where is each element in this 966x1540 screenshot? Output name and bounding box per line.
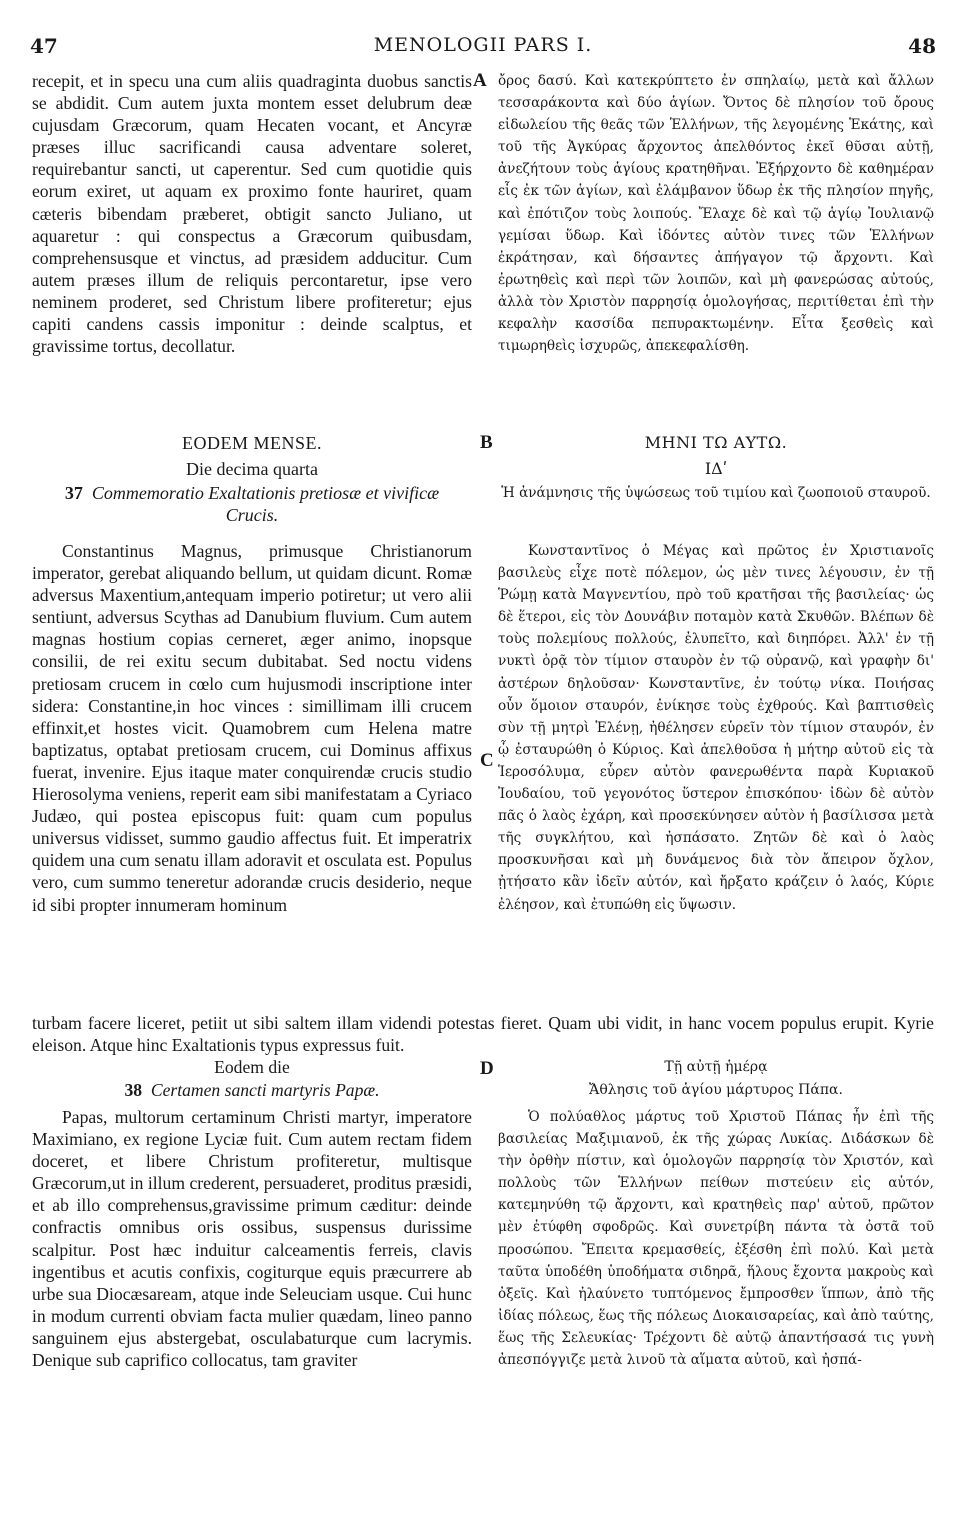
running-title: MENOLOGII PARS I. [373,34,593,56]
latin-paragraph-continuation: turbam facere liceret, petiit ut sibi saltem illam videndi potestas fieret. Quam ubi vidit, in hanc vocem populus erupit. Kyrie eleison. Atque hinc Exaltationis typus expressus fuit. [32,1013,934,1056]
greek-commemoration-title: Ἡ ἀνάμνησις τῆς ὑψώσεως τοῦ τιμίου καὶ ζωοποιοῦ σταυροῦ. [501,485,931,501]
greek-same-day-heading: Τῇ αὐτῇ ἡμέρᾳ [664,1059,768,1075]
entry-number-37: 37 [64,483,83,503]
greek-column-exaltation [498,540,934,1012]
latin-heading-block [32,430,472,534]
latin-day-heading: Die decima quarta [186,459,318,479]
page-number-left: 47 [30,34,58,58]
greek-heading-38 [498,1056,934,1104]
latin-paragraph-papas: Papas, multorum certaminum Christi martyr, imperatore Maximiano, ex regione Lyciæ fuit. Cum autem rectam fidem doceret, et libere Christum profiteretur, multisque Græcorum,ut in illum crederent, persuaderet, proditus præsidi, et ab illo comprehensus,gravissime primum cæditur: deinde confractis omnibus oris ossibus, suspensus durissime scalpitur. Post hæc induitur calceamentis ferreis, clavis ingentibus et acutis confixis, cogiturque equis præcurrere ab urbe sua Diocæsaream, atque inde Seleuciam usque. Cui hunc in modum currenti obviam facta mulier quædam, lineo panno sanguinem ejus abstergebat, osculabaturque cum lacrymis. Denique sub caprifico collocatus, tam graviter [32,1107,472,1371]
entry-number-38: 38 [124,1080,143,1100]
greek-martyr-title: Ἄθλησις τοῦ ἁγίου μάρτυρος Πάπα. [589,1082,843,1098]
greek-column-section-a [498,70,934,424]
latin-paragraph-exaltation: Constantinus Magnus, primusque Christianorum imperator, gerebat aliquando bellum, ut quidam dicunt. Romæ adversus Maxentium,antequam imperio potiretur; ut vero alii sentiunt, adversus Scythas ad Danubium fluvium. Cum autem magnas hostium copias cerneret, æger animo, inopsque consilii, de rei exitu secum dubitabat. Sed noctu videns pretiosam crucem in cœlo cum hujusmodi inscriptione inter sidera: Constantine,in hoc vinces : simillimam illi crucem effinxit,et hostes vicit. Quamobrem cum Helena matre baptizatus, optabat pretiosam crucem, cui Dominus affixus fuerat, invenire. Ejus itaque mater conquirendæ crucis studio Hierosolyma veniens, reperit eam sibi manifestatam a Cyriaco Judæo, qui postea episcopus fuit: quam cum populus universus vidisset, summo gaudio affectus fuit. Et imperatrix quidem una cum senatu illam adoravit et osculata est. Populus vero, cum summo teneretur adorandæ crucis desiderio, neque id sibi propter innumeram hominum [32,541,472,915]
latin-column-papas [32,1106,472,1436]
latin-martyr-title-text: Certamen sancti martyris Papæ. [150,1080,380,1100]
latin-month-heading: EODEM MENSE. [182,433,322,453]
section-marker-d: D [480,1058,494,1079]
latin-column-section-a [32,70,472,424]
section-marker-b: B [480,432,493,453]
full-width-continuation [32,1012,934,1058]
page-number-right: 48 [908,34,936,58]
greek-heading-block [498,430,934,534]
greek-day-heading: ΙΔʹ [704,459,728,478]
latin-same-day-heading: Eodem die [214,1057,290,1077]
latin-heading-38 [32,1056,472,1104]
greek-column-papas [498,1106,934,1436]
greek-paragraph-papas: Ὁ πολύαθλος μάρτυς τοῦ Χριστοῦ Πάπας ἦν ἐπὶ τῆς βασιλείας Μαξιμιανοῦ, ἐκ τῆς χώρας Λυκίας. Διδάσκων δὲ τὴν ὀρθὴν πίστιν, καὶ ὁμολογῶν παρρησίᾳ τὸν Χριστόν, καὶ πολλοὺς τῶν Ἑλλήνων πείθων πιστεύειν εἰς αὐτόν, κατεμηνύθη τῷ ἄρχοντι, καὶ κρατηθεὶς παρ' αὐτοῦ, πρῶτον μὲν ἐτύφθη σφοδρῶς. Καὶ συνετρίβη πάντα τὰ ὀστᾶ τοῦ προσώπου. Ἔπειτα κρεμασθείς, ἐξέσθη ἐπὶ πολύ. Καὶ μετὰ ταῦτα ὑποδέθη ὑποδήματα σιδηρᾶ, ἥλους ἔχοντα μακροὺς καὶ ὀξεῖς. Καὶ ἠλαύνετο τυπτόμενος ἔμπροσθεν ἵππων, ἀπὸ τῆς ἰδίας πόλεως, ἕως τῆς πόλεως Διοκαισαρείας, καὶ ἀπὸ ταύτης, ἕως τῆς Σελευκίας· Τρέχοντι δὲ αὐτῷ ἀπαντήσασά τις γυνὴ ἀπεσπόγγιζε μετὰ λινοῦ τὰ αἵματα αὐτοῦ, καὶ ἠσπά- [498,1109,934,1369]
page-header [30,34,936,64]
section-marker-c: C [480,750,494,771]
latin-column-exaltation [32,540,472,1012]
greek-month-heading: ΜΗΝΙ ΤΩ ΑΥΤΩ. [644,433,788,452]
greek-paragraph-exaltation: Κωνσταντῖνος ὁ Μέγας καὶ πρῶτος ἐν Χριστιανοῖς βασιλεὺς εἶχε ποτὲ πόλεμον, ὡς μὲν τινες λέγουσιν, ἐν τῇ Ῥώμῃ κατὰ Μαγνεντίου, πρὸ τοῦ κρατῆσαι τῆς βασιλείας· ὡς δὲ ἕτεροι, εἰς τὸν Δουνάβιν ποταμὸν κατὰ Σκυθῶν. Βλέπων δὲ τοὺς πολεμίους πολλούς, ἐλυπεῖτο, καὶ διηπόρει. Ἀλλ' ἐν τῇ νυκτὶ ὁρᾷ τὸν τίμιον σταυρὸν ἐν τῷ οὐρανῷ, καὶ γραφὴν δι' ἀστέρων δηλοῦσαν· Κωνσταντῖνε, ἐν τούτῳ νίκα. Ποιήσας οὖν ὅμοιον σταυρόν, ἐνίκησε τοὺς ἐχθρούς. Καὶ βαπτισθεὶς σὺν τῇ μητρὶ Ἑλένῃ, ἠθέλησεν εὑρεῖν τὸν τίμιον σταυρόν, ἐν ᾧ ἐσταυρώθη ὁ Κύριος. Καὶ ἀπελθοῦσα ἡ μήτηρ αὐτοῦ εἰς τὰ Ἱεροσόλυμα, εὗρεν αὐτὸν φανερωθέντα παρὰ Κυριακοῦ Ἰουδαίου, τοῦ γεγονότος ὕστερον ἐπισκόπου· ἰδὼν δὲ αὐτὸν πᾶς ὁ λαὸς ἐχάρη, καὶ προσεκύνησεν αὐτὸν ἡ βασίλισσα μετὰ τῆς συγκλήτου, καὶ ἠσπάσατο. Ζητῶν δὲ καὶ ὁ λαὸς προσκυνῆσαι καὶ μὴ δυνάμενος διὰ τὸν ἄπειρον ὄχλον, ᾐτήσατο κἂν ἰδεῖν αὐτόν, καὶ ἤρξατο κράζειν ὁ λαός, Κύριε ἐλέησον, καὶ ἐτυπώθη εἰς ὕψωσιν. [498,543,934,913]
latin-commemoration-title [32,482,472,526]
section-marker-a: A [473,70,487,91]
latin-martyr-title [32,1079,472,1102]
latin-commemoration-title-text: Commemoratio Exaltationis pretiosæ et vivificæ Crucis. [91,483,440,525]
latin-paragraph-julianus: recepit, et in specu una cum aliis quadraginta duobus sanctis se abdidit. Cum autem juxta montem esset delubrum deæ cujusdam Græcorum, quam Hecaten vocant, et Ancyræ præses illuc sacrificandi causa adventare soleret, requirebantur sancti, ut caperentur. Sed cum quotidie quis eorum exiret, ut aquam ex proximo fonte hauriret, quam cæteris bibendam præberet, obtigit sancto Juliano, ut aquaretur : qui conspectus a Græcorum quibusdam, comprehensusque et vinctus, ad præsidem adducitur. Cum autem præses illum de reliquis percontaretur, ipse vero neminem proderet, sed Christum libere profiteretur; ejus capiti candens cassis imponitur : deinde scalptus, et gravissime tortus, decollatur. [32,71,472,357]
greek-paragraph-julianus: ὄρος δασύ. Καὶ κατεκρύπτετο ἐν σπηλαίῳ, μετὰ καὶ ἄλλων τεσσαράκοντα καὶ δύο ἁγίων. Ὄντος δὲ πλησίον τοῦ ὄρους εἰδωλείου τῆς θεᾶς τῶν Ἑλλήνων, τῆς λεγομένης Ἑκάτης, καὶ τοῦ τῆς Ἀγκύρας ἄρχοντος ἀπελθόντος ἐκεῖ θῦσαι αὐτῇ, ἀνεζήτουν τοὺς ἁγίους κρατηθῆναι. Ἐξήρχοντο δὲ καθημέραν εἷς ἐκ τῶν ἁγίων, καὶ ἐλάμβανον ὕδωρ ἐκ τῆς πλησίον πηγῆς, καὶ ἐπότιζον τοὺς λοιπούς. Ἔλαχε δὲ καὶ τῷ ἁγίῳ Ἰουλιανῷ γεμίσαι ὕδωρ. Καὶ ἰδόντες αὐτὸν τινες τῶν Ἑλλήνων ἐκράτησαν, καὶ δήσαντες ἀπήγαγον τῷ ἄρχοντι. Καὶ ἐρωτηθεὶς καὶ περὶ τῶν λοιπῶν, καὶ μὴ φανερώσας αὐτούς, ἀλλὰ τὸν Χριστὸν παρρησίᾳ ὁμολογήσας, περιτίθεται ἐπὶ τὴν κεφαλὴν κασσίδα πεπυρακτωμένην. Εἶτα ξεσθεὶς καὶ τιμωρηθεὶς ἰσχυρῶς, ἀπεκεφαλίσθη. [498,73,934,355]
